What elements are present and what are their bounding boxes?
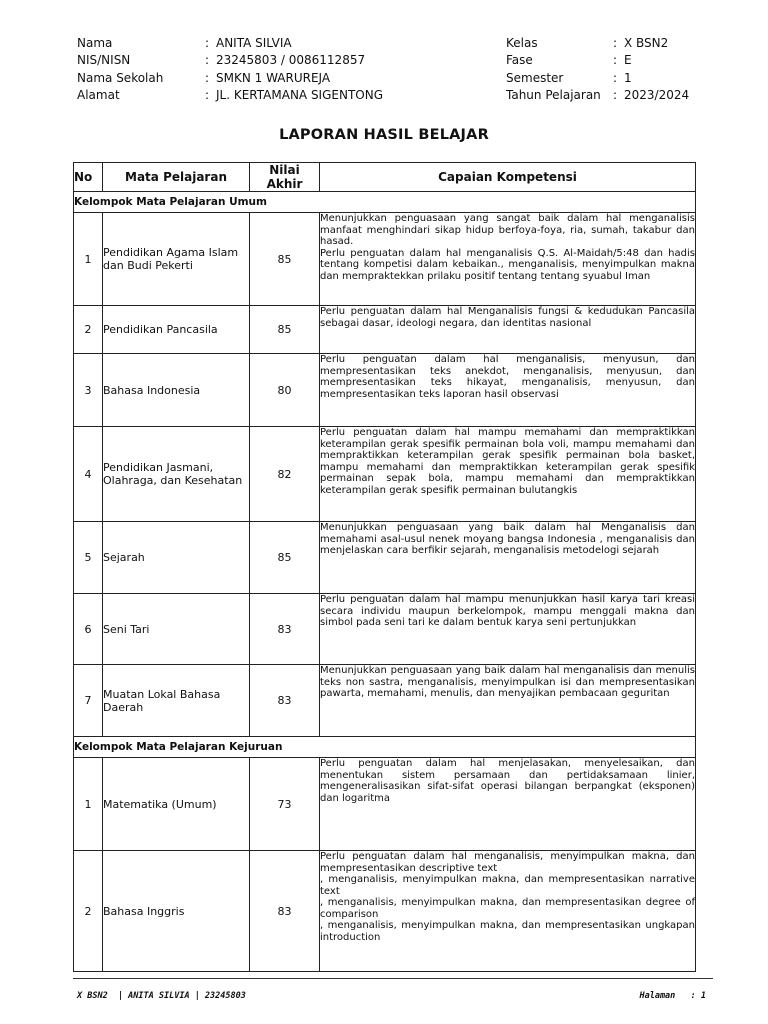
table-row <box>74 851 696 972</box>
info-row-semester: Semester : 1 <box>506 70 632 85</box>
column-header-no: No <box>74 163 103 192</box>
competency-line: Perlu penguatan dalam hal menganalisis, menyimpulkan makna, dan mempresentasikan descriptive text <box>320 851 695 874</box>
competency-cell <box>320 306 696 354</box>
competency-line: Menunjukkan penguasaan yang baik dalam hal menganalisis dan menulis teks non sastra, menganalisis, menyimpulkan isi dan mempresentasikan pawarta, memahami, menulis, dan menyajikan pembacaan geguritan <box>320 665 695 699</box>
competency-line: , menganalisis, menyimpulkan makna, dan mempresentasikan ungkapan introduction <box>320 920 695 943</box>
footer-page-number: Halaman : 1 <box>639 991 706 1001</box>
row-number: 2 <box>74 851 103 972</box>
competency-text <box>320 522 695 557</box>
group-title: Kelompok Mata Pelajaran Umum <box>74 192 696 213</box>
info-row-nisn: NIS/NISN : 23245803 / 0086112857 <box>77 53 366 68</box>
column-header-score: Nilai Akhir <box>250 163 320 192</box>
school-name: SMKN 1 WARUREJA <box>216 70 331 85</box>
class-value: X BSN2 <box>624 35 669 50</box>
final-score: 83 <box>250 665 320 737</box>
final-score: 83 <box>250 594 320 665</box>
student-info-left <box>77 34 383 104</box>
page-title: LAPORAN HASIL BELAJAR <box>279 127 489 143</box>
final-score: 82 <box>250 427 320 522</box>
info-row-address: Alamat : JL. KERTAMANA SIGENTONG <box>77 88 384 103</box>
phase-value: E <box>624 53 632 68</box>
row-number: 6 <box>74 594 103 665</box>
info-row-nama: Nama : ANITA SILVIA <box>77 35 292 50</box>
row-number: 2 <box>74 306 103 354</box>
table-row <box>74 213 696 306</box>
info-row-school: Nama Sekolah : SMKN 1 WARUREJA <box>77 70 331 85</box>
subject-name: Bahasa Indonesia <box>103 354 250 427</box>
competency-cell <box>320 851 696 972</box>
subject-name: Sejarah <box>103 522 250 594</box>
competency-cell <box>320 427 696 522</box>
competency-line: Perlu penguatan dalam hal mampu menunjukkan hasil karya tari kreasi secara individu maupun berkelompok, mampu menggali makna dan simbol pada seni tari ke dalam bentuk karya seni pertunjukkan <box>320 594 695 628</box>
student-name: ANITA SILVIA <box>216 35 292 50</box>
table-row <box>74 594 696 665</box>
final-score: 85 <box>250 213 320 306</box>
group-row <box>74 192 696 213</box>
subject-name: Bahasa Inggris <box>103 851 250 972</box>
row-number: 1 <box>74 758 103 851</box>
semester-value: 1 <box>624 70 632 85</box>
competency-text <box>320 213 695 282</box>
competency-text <box>320 758 695 804</box>
competency-text <box>320 306 695 329</box>
competency-line: Menunjukkan penguasaan yang baik dalam hal Menganalisis dan memahami asal-usul nenek moyang bangsa Indonesia , menganalisis dan menjelaskan cara berfikir sejarah, menganalisis metodelogi sejarah <box>320 522 695 556</box>
subject-name: Seni Tari <box>103 594 250 665</box>
final-score: 83 <box>250 851 320 972</box>
competency-line: Perlu penguatan dalam hal mampu memahami dan mempraktikkan keterampilan gerak spesifik permainan bola voli, mampu memahami dan mempraktikkan keterampilan gerak spesifik permainan bola basket, mampu memahami dan mempraktikkan keterampilan gerak spesifik permainan sepak bola, mampu memahami dan mempraktikkan keterampilan gerak spesifik permainan bulutangkis <box>320 427 695 496</box>
row-number: 7 <box>74 665 103 737</box>
final-score: 80 <box>250 354 320 427</box>
competency-text <box>320 427 695 496</box>
table-row <box>74 758 696 851</box>
footer-divider <box>73 978 713 979</box>
competency-cell <box>320 213 696 306</box>
competency-line: Perlu penguatan dalam hal menjelasakan, menyelesaikan, dan menentukan sistem persamaan dan pertidaksamaan linier, mengeneralisasikan sifat-sifat operasi bilangan berpangkat (eksponen) dan logaritma <box>320 758 695 804</box>
competency-cell <box>320 354 696 427</box>
competency-cell <box>320 758 696 851</box>
final-score: 73 <box>250 758 320 851</box>
competency-line: Perlu penguatan dalam hal menganalisis Q.S. Al-Maidah/5:48 dan hadis tentang kompetisi dalam kebaikan., menganalisis, menyimpulkan makna dan mempraktekkan prilaku positif tentang tentang syuabul Iman <box>320 247 695 282</box>
final-score: 85 <box>250 306 320 354</box>
row-number: 3 <box>74 354 103 427</box>
academic-year-value: 2023/2024 <box>624 88 690 103</box>
footer-student-info: X BSN2 | ANITA SILVIA | 23245803 <box>77 991 246 1001</box>
subject-name: Pendidikan Agama Islam dan Budi Pekerti <box>103 213 250 306</box>
table-header-row <box>74 163 696 192</box>
student-info-right <box>506 34 689 104</box>
subject-name: Muatan Lokal Bahasa Daerah <box>103 665 250 737</box>
info-row-year: Tahun Pelajaran : 2023/2024 <box>506 88 690 103</box>
competency-text <box>320 851 695 943</box>
competency-text <box>320 594 695 629</box>
competency-cell <box>320 522 696 594</box>
competency-line: Menunjukkan penguasaan yang sangat baik dalam hal menganalisis manfaat menghindari sikap hidup berfoya-foya, ria, sumah, takabur dan hasad. <box>320 213 695 247</box>
table-row <box>74 665 696 737</box>
competency-line: Perlu penguatan dalam hal menganalisis, menyusun, dan mempresentasikan teks anekdot, menganalisis, menyusun, dan mempresentasikan teks hikayat, menganalisis, menyusun, dan mempresentasikan teks laporan hasil observasi <box>320 354 695 400</box>
info-row-class: Kelas : X BSN2 <box>506 35 669 50</box>
competency-cell <box>320 594 696 665</box>
table-row <box>74 306 696 354</box>
group-row <box>74 737 696 758</box>
competency-text <box>320 354 695 400</box>
row-number: 4 <box>74 427 103 522</box>
student-nisn: 23245803 / 0086112857 <box>216 53 366 68</box>
column-header-subject: Mata Pelajaran <box>103 163 250 192</box>
subject-name: Pendidikan Pancasila <box>103 306 250 354</box>
report-table-body <box>74 192 696 972</box>
table-row <box>74 522 696 594</box>
competency-line: , menganalisis, menyimpulkan makna, dan mempresentasikan degree of comparison <box>320 897 695 920</box>
table-row <box>74 354 696 427</box>
final-score: 85 <box>250 522 320 594</box>
row-number: 1 <box>74 213 103 306</box>
column-header-competency: Capaian Kompetensi <box>320 163 696 192</box>
competency-line: Perlu penguatan dalam hal Menganalisis fungsi & kedudukan Pancasila sebagai dasar, ideologi negara, dan identitas nasional <box>320 306 695 329</box>
competency-line: , menganalisis, menyimpulkan makna, dan mempresentasikan narrative text <box>320 874 695 897</box>
row-number: 5 <box>74 522 103 594</box>
table-row <box>74 427 696 522</box>
subject-name: Pendidikan Jasmani, Olahraga, dan Kesehatan <box>103 427 250 522</box>
subject-name: Matematika (Umum) <box>103 758 250 851</box>
competency-text <box>320 665 695 700</box>
info-row-phase: Fase : E <box>506 53 632 68</box>
group-title: Kelompok Mata Pelajaran Kejuruan <box>74 737 696 758</box>
competency-cell <box>320 665 696 737</box>
school-address: JL. KERTAMANA SIGENTONG <box>216 88 384 103</box>
report-table <box>73 162 696 972</box>
